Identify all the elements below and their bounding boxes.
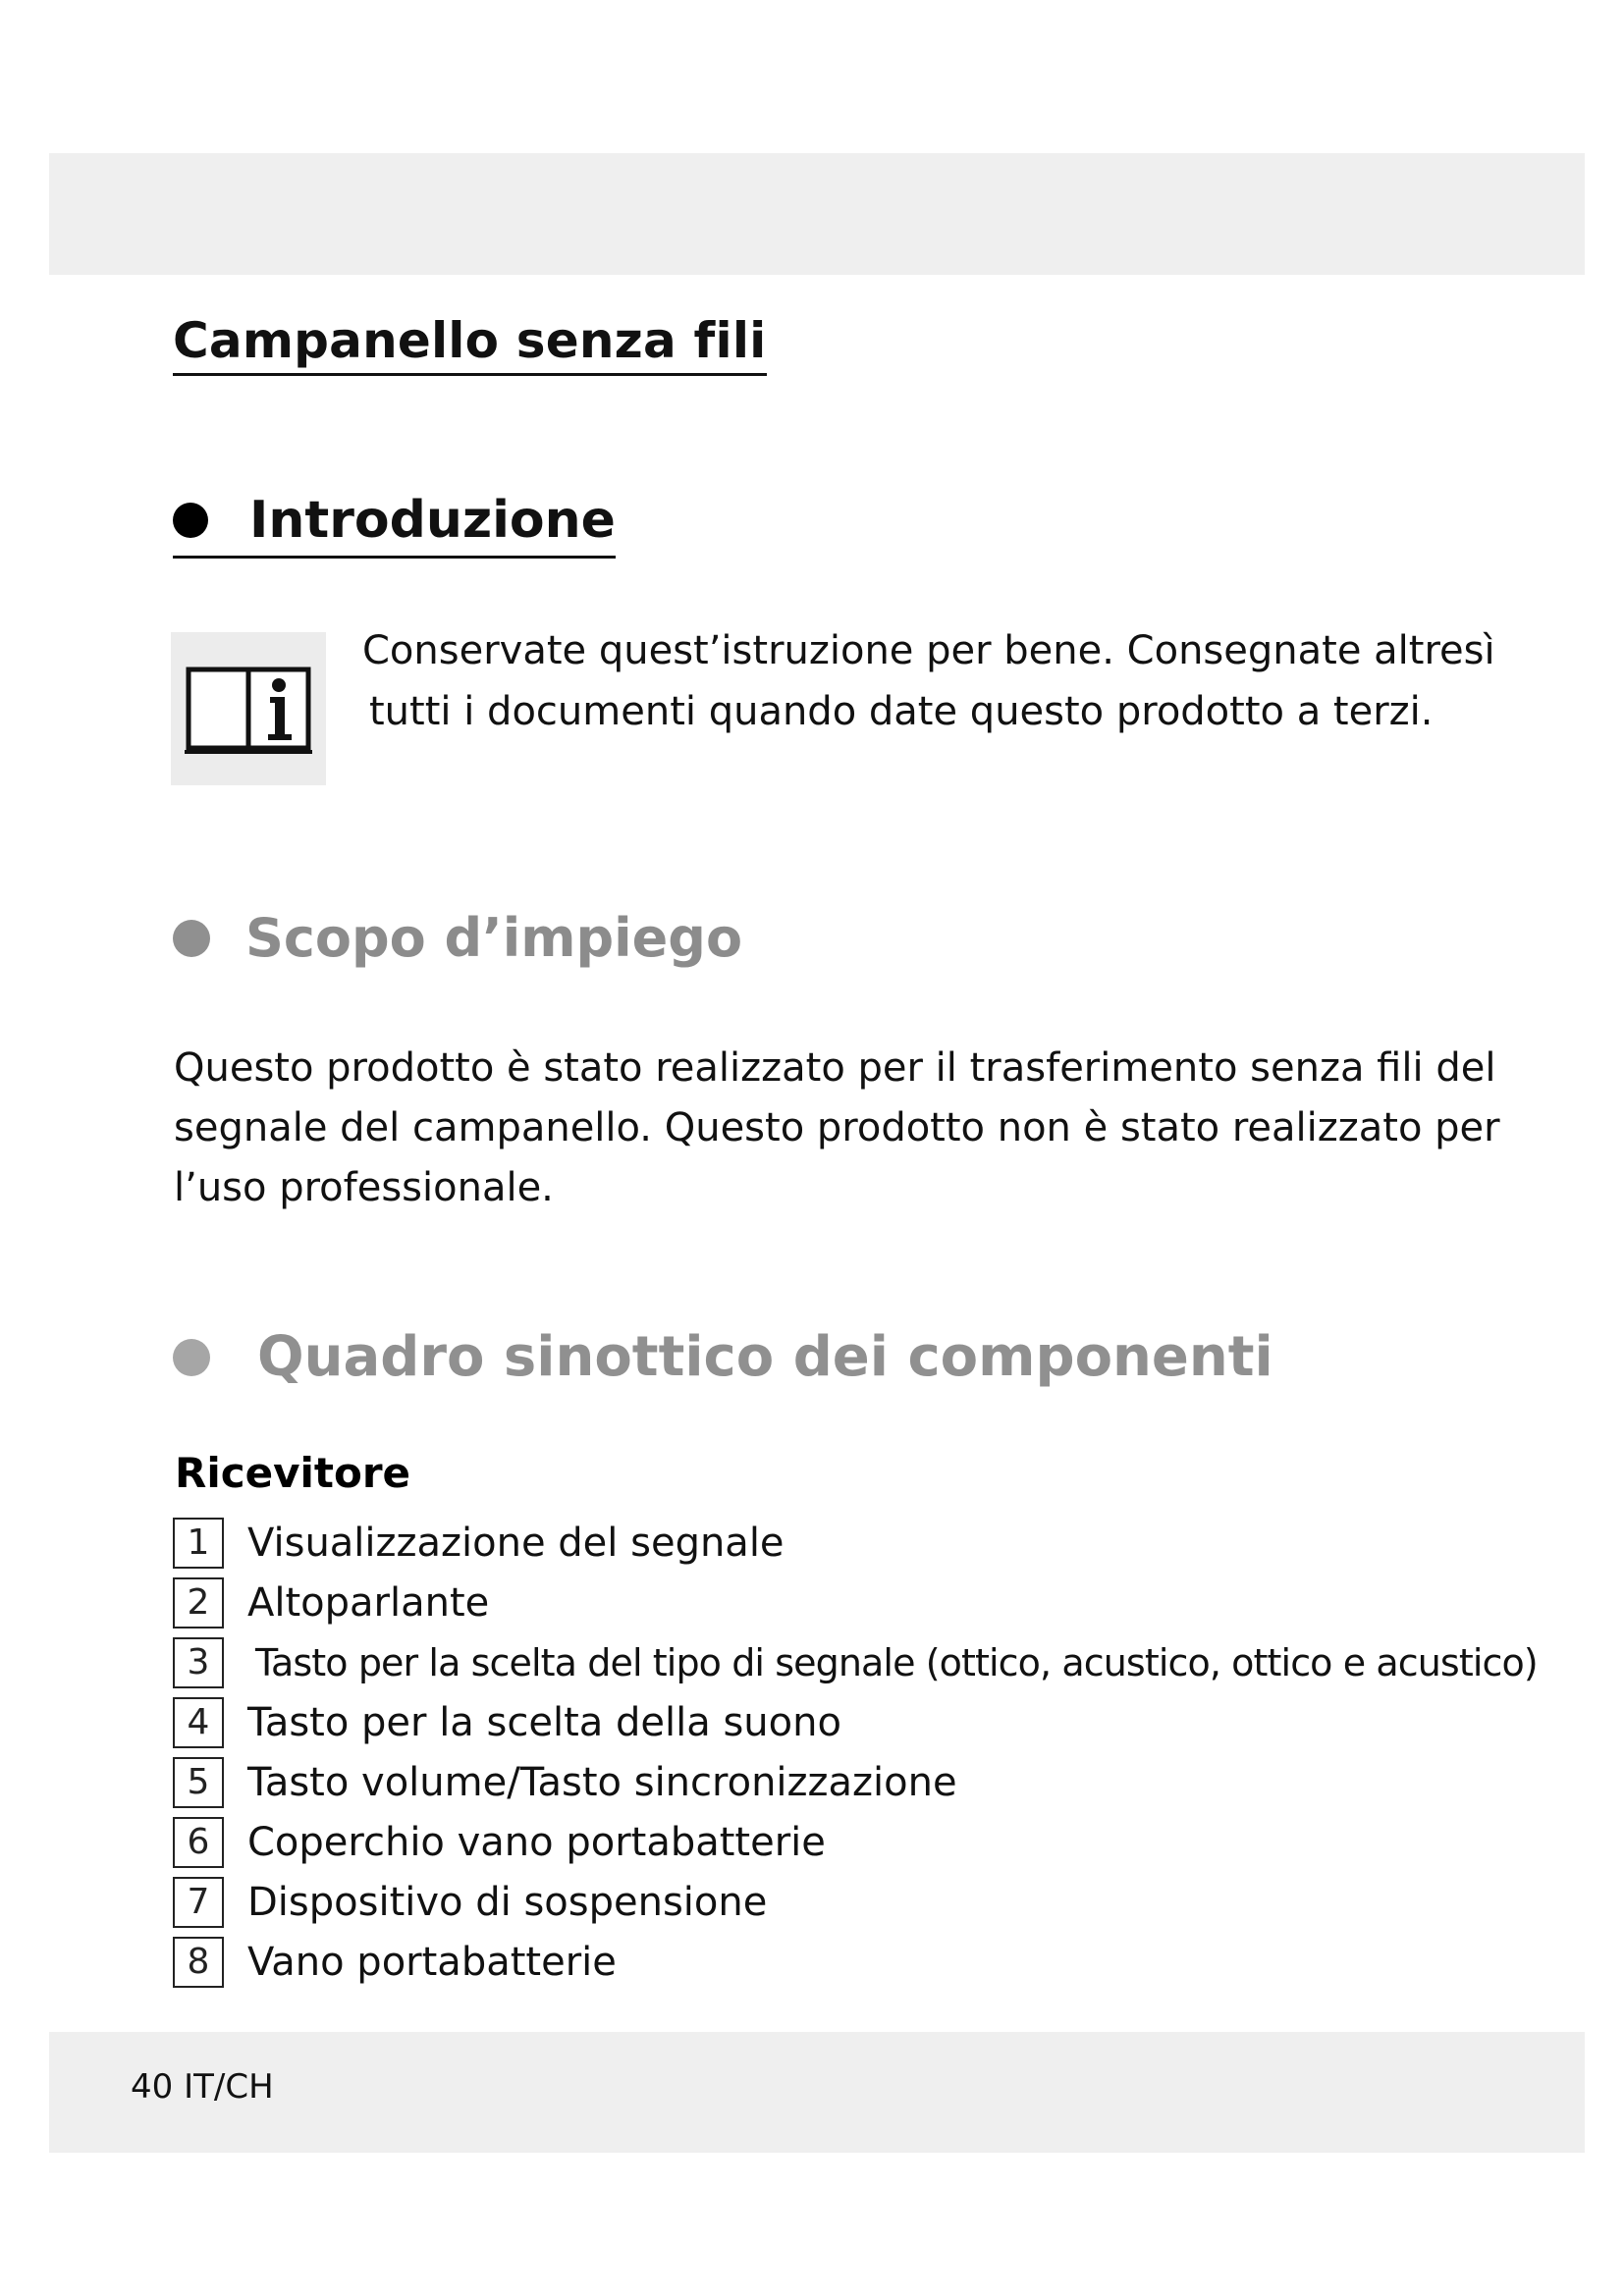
section-heading-text: Scopo d’impiego bbox=[245, 907, 743, 969]
bullet-icon bbox=[173, 920, 210, 957]
list-item bbox=[173, 1932, 1538, 1992]
item-number-box: 8 bbox=[173, 1937, 224, 1988]
list-item bbox=[173, 1752, 1538, 1812]
locale-code: IT/CH bbox=[184, 2067, 274, 2107]
list-item bbox=[173, 1872, 1538, 1932]
document-title: Campanello senza fili bbox=[173, 312, 767, 376]
item-number-box: 6 bbox=[173, 1817, 224, 1868]
receiver-heading: Ricevitore bbox=[175, 1449, 411, 1497]
page-footer bbox=[131, 2067, 274, 2107]
intro-line: tutti i documenti quando date questo prodotto a terzi. bbox=[369, 689, 1434, 734]
item-label: Tasto volume/Tasto sincronizzazione bbox=[247, 1759, 957, 1805]
item-number-box: 2 bbox=[173, 1577, 224, 1629]
bullet-icon bbox=[173, 1339, 210, 1376]
item-label: Visualizzazione del segnale bbox=[247, 1520, 785, 1566]
item-number-box: 1 bbox=[173, 1518, 224, 1569]
components-list bbox=[173, 1513, 1538, 1992]
item-label: Coperchio vano portabatterie bbox=[247, 1819, 826, 1865]
section-heading-scope bbox=[173, 907, 742, 969]
section-heading-intro bbox=[173, 491, 616, 559]
item-number-box: 5 bbox=[173, 1757, 224, 1808]
info-book-icon bbox=[171, 632, 326, 785]
item-label: Altoparlante bbox=[247, 1579, 490, 1626]
list-item bbox=[173, 1573, 1538, 1632]
list-item bbox=[173, 1812, 1538, 1872]
scope-line: segnale del campanello. Questo prodotto non è stato realizzato per bbox=[174, 1105, 1500, 1150]
item-number-box: 7 bbox=[173, 1877, 224, 1928]
item-label: Dispositivo di sospensione bbox=[247, 1879, 768, 1925]
scope-paragraph bbox=[174, 1039, 1499, 1218]
list-item bbox=[173, 1692, 1538, 1752]
scope-line: l’uso professionale. bbox=[174, 1165, 554, 1210]
section-heading-text: Introduzione bbox=[249, 491, 616, 550]
item-number-box: 4 bbox=[173, 1697, 224, 1748]
intro-paragraph bbox=[362, 620, 1495, 742]
list-item bbox=[173, 1632, 1538, 1692]
intro-line: Conservate quest’istruzione per bene. Consegnate altresì bbox=[362, 628, 1495, 673]
section-heading-text: Quadro sinottico dei componenti bbox=[257, 1325, 1273, 1389]
item-number-box: 3 bbox=[173, 1637, 224, 1688]
header-band bbox=[49, 153, 1585, 275]
bullet-icon bbox=[173, 503, 208, 538]
scope-line: Questo prodotto è stato realizzato per il trasferimento senza fili del bbox=[174, 1045, 1496, 1091]
item-label: Tasto per la scelta della suono bbox=[247, 1699, 841, 1745]
list-item bbox=[173, 1513, 1538, 1573]
item-label: Tasto per la scelta del tipo di segnale (ottico, acustico, ottico e acustico) bbox=[255, 1640, 1538, 1684]
item-label: Vano portabatterie bbox=[247, 1939, 617, 1985]
footer-band bbox=[49, 2032, 1585, 2153]
section-heading-components bbox=[173, 1325, 1273, 1389]
page-number: 40 bbox=[131, 2067, 174, 2107]
